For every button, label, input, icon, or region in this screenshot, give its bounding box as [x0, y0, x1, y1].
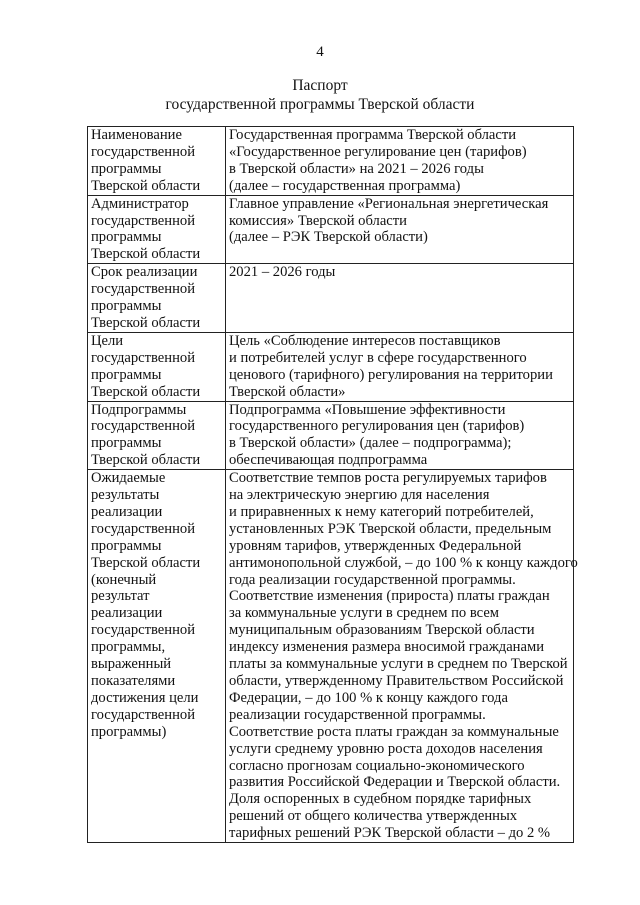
row-label-cell	[88, 401, 226, 470]
content-line: Государственная программа Тверской области	[229, 127, 517, 143]
content-line: Федерации, – до 100 % к концу каждого года	[229, 689, 508, 706]
content-line: решений от общего количества утвержденных	[229, 808, 518, 825]
content-line: тарифных решений РЭК Тверской области – до 2 %	[229, 825, 551, 842]
row-label-cell	[88, 264, 226, 333]
table-row	[88, 264, 574, 333]
label-line: Тверской области	[91, 452, 201, 469]
content-line: в Тверской области» на 2021 – 2026 годы	[229, 160, 484, 177]
content-line: ценового (тарифного) регулирования на территории	[229, 366, 553, 383]
label-line: программы,	[91, 639, 166, 656]
content-line: услуги среднему уровню роста доходов населения	[229, 740, 543, 757]
label-line: Администратор	[91, 195, 189, 212]
label-line: показателями	[91, 673, 176, 689]
content-line: в Тверской области» (далее – подпрограмма);	[229, 435, 512, 452]
title-line: государственной программы Тверской области	[165, 96, 475, 113]
label-line: программы	[91, 229, 162, 246]
label-line: выраженный	[91, 656, 172, 673]
content-line: и потребителей услуг в сфере государственного	[229, 349, 527, 366]
row-label-cell	[88, 470, 226, 843]
row-content-cell	[226, 195, 574, 264]
table-row	[88, 401, 574, 470]
label-line: достижения цели	[91, 689, 199, 706]
label-line: программы	[91, 537, 162, 554]
label-line: Наименование	[91, 127, 182, 143]
label-line: государственной	[91, 281, 196, 298]
label-line: программы	[91, 160, 162, 177]
table-row	[88, 470, 574, 843]
row-content-cell	[226, 127, 574, 196]
content-line: согласно прогнозам социально-экономического	[229, 757, 525, 774]
label-line: результаты	[91, 487, 160, 504]
label-line: государственной	[91, 349, 196, 366]
label-line: государственной	[91, 706, 196, 723]
label-line: Ожидаемые	[91, 470, 166, 487]
label-line: Тверской области	[91, 246, 201, 263]
content-line: (далее – государственная программа)	[229, 177, 461, 194]
label-line: Тверской области	[91, 177, 201, 194]
table-row	[88, 332, 574, 401]
label-line: реализации	[91, 503, 163, 520]
title-line: Паспорт	[292, 77, 348, 94]
label-line: государственной	[91, 520, 196, 537]
content-line: муниципальным образованиям Тверской области	[229, 622, 535, 639]
content-line: государственного регулирования цен (тарифов)	[229, 418, 525, 435]
passport-table	[87, 126, 578, 843]
row-label-cell	[88, 127, 226, 196]
content-line: и приравненных к нему категорий потребителей,	[229, 503, 534, 520]
row-content-cell	[226, 470, 578, 843]
label-line: Цели	[91, 332, 124, 349]
content-line: на электрическую энергию для населения	[229, 487, 490, 504]
content-line: за коммунальные услуги в среднем по всем	[229, 605, 500, 622]
label-line: (конечный	[91, 571, 157, 588]
label-line: программы	[91, 366, 162, 383]
table-row	[88, 195, 574, 264]
content-line: (далее – РЭК Тверской области)	[229, 229, 428, 246]
label-line: программы	[91, 435, 162, 452]
content-line: реализации государственной программы.	[229, 706, 486, 723]
content-line: антимонопольной службой, – до 100 % к концу каждого	[229, 554, 578, 571]
row-content-cell	[226, 332, 574, 401]
content-line: уровням тарифов, утвержденных Федеральной	[229, 537, 522, 554]
content-line: обеспечивающая подпрограмма	[229, 452, 428, 469]
row-label-cell	[88, 332, 226, 401]
label-line: государственной	[91, 212, 196, 229]
label-line: Срок реализации	[91, 264, 198, 281]
content-line: платы за коммунальные услуги в среднем по Тверской	[229, 656, 568, 673]
passport-table-body	[88, 127, 578, 843]
content-line: области, утвержденному Правительством Российской	[229, 673, 564, 689]
label-line: программы)	[91, 723, 167, 740]
label-line: Подпрограммы	[91, 401, 187, 418]
label-line: программы	[91, 298, 162, 315]
content-line: Соответствие роста платы граждан за коммунальные	[229, 723, 559, 740]
row-content-cell	[226, 401, 574, 470]
content-line: года реализации государственной программы.	[229, 571, 516, 588]
label-line: государственной	[91, 622, 196, 639]
label-line: Тверской области	[91, 554, 201, 571]
content-line: индексу изменения размера вносимой гражданами	[229, 639, 545, 656]
content-line: комиссия» Тверской области	[229, 212, 407, 229]
label-line: реализации	[91, 605, 163, 622]
row-label-cell	[88, 195, 226, 264]
content-line: Доля оспоренных в судебном порядке тарифных	[229, 791, 532, 808]
content-line: Подпрограмма «Повышение эффективности	[229, 401, 506, 418]
content-line: Главное управление «Региональная энергетическая	[229, 195, 549, 212]
label-line: Тверской области	[91, 383, 201, 400]
table-row	[88, 127, 574, 196]
page-title	[0, 76, 640, 114]
content-line: Соответствие изменения (прироста) платы граждан	[229, 588, 550, 605]
content-line: Соответствие темпов роста регулируемых тарифов	[229, 470, 547, 487]
label-line: Тверской области	[91, 314, 201, 331]
content-line: Тверской области»	[229, 383, 346, 400]
label-line: государственной	[91, 418, 196, 435]
row-content-cell	[226, 264, 574, 333]
label-line: результат	[91, 588, 150, 605]
label-line: государственной	[91, 143, 196, 160]
content-line: установленных РЭК Тверской области, предельным	[229, 520, 552, 537]
content-line: развития Российской Федерации и Тверской области.	[229, 774, 561, 791]
content-line: «Государственное регулирование цен (тарифов)	[229, 143, 527, 160]
content-line: 2021 – 2026 годы	[229, 264, 336, 281]
page-number: 4	[316, 44, 324, 60]
content-line: Цель «Соблюдение интересов поставщиков	[229, 332, 501, 349]
